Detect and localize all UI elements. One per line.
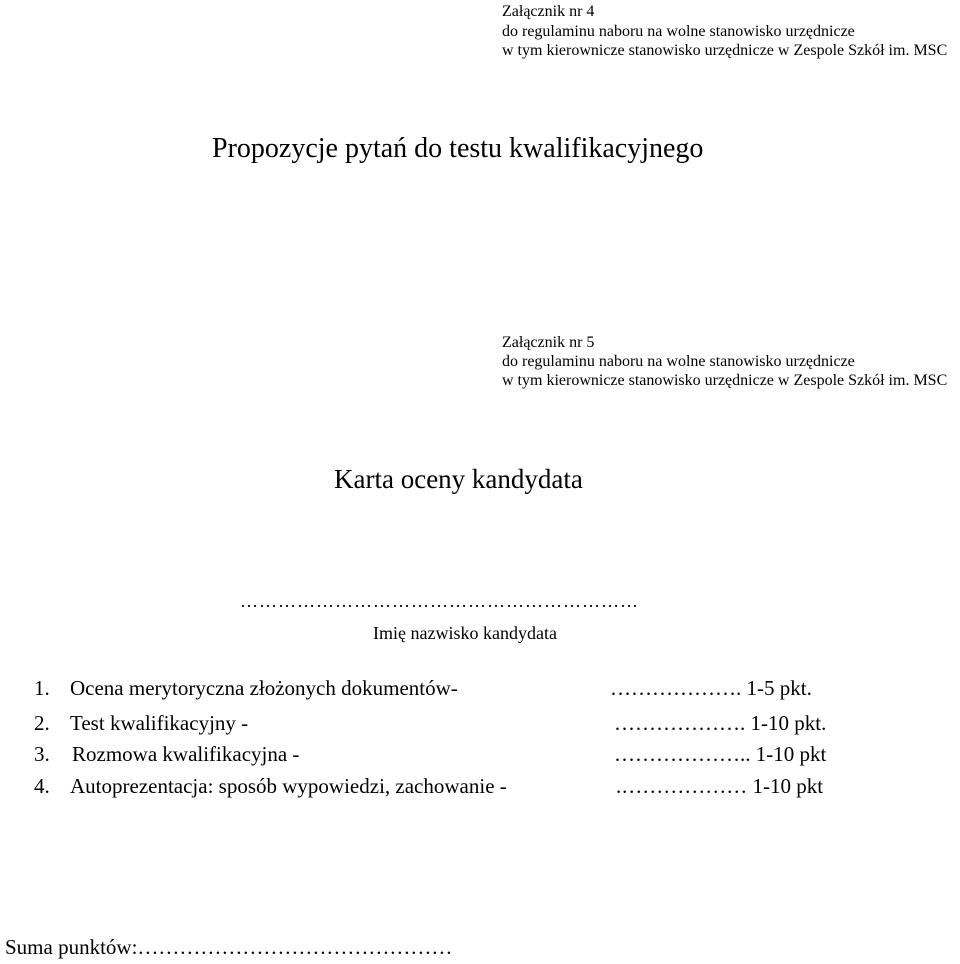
attachment5-line3: w tym kierownicze stanowisko urzędnicze w Zespole Szkół im. MSC xyxy=(502,372,948,389)
criterion-score: ………………. 1-10 pkt. xyxy=(614,711,827,735)
criterion-row-4 xyxy=(34,774,934,804)
questions-title: Propozycje pytań do testu kwalifikacyjnego xyxy=(212,133,704,164)
total-points: Suma punktów:……………………………………… xyxy=(5,935,453,959)
criterion-text: Ocena merytoryczna złożonych dokumentów- xyxy=(70,676,458,700)
criterion-score: .……………… 1-10 pkt xyxy=(616,774,824,798)
attachment4-line2: do regulaminu naboru na wolne stanowisko urzędnicze xyxy=(502,23,855,40)
card-title: Karta oceny kandydata xyxy=(334,464,583,494)
attachment4-line3: w tym kierownicze stanowisko urzędnicze w Zespole Szkół im. MSC xyxy=(502,42,948,59)
criterion-number: 4. xyxy=(34,774,50,798)
criterion-text: Rozmowa kwalifikacyjna - xyxy=(72,742,300,766)
attachment5-line1: Załącznik nr 5 xyxy=(502,334,595,351)
criterion-score: ……………….. 1-10 pkt xyxy=(614,742,827,766)
criterion-number: 1. xyxy=(34,676,50,700)
candidate-name-label: Imię nazwisko kandydata xyxy=(373,623,557,643)
criterion-number: 3. xyxy=(34,742,50,766)
attachment5-line2: do regulaminu naboru na wolne stanowisko urzędnicze xyxy=(502,353,855,370)
criterion-row-2 xyxy=(34,711,934,741)
criterion-text: Autoprezentacja: sposób wypowiedzi, zachowanie - xyxy=(70,774,507,798)
attachment4-line1: Załącznik nr 4 xyxy=(502,3,595,20)
criterion-score: ………………. 1-5 pkt. xyxy=(610,676,812,700)
criterion-row-3 xyxy=(34,742,934,772)
criterion-text: Test kwalifikacyjny - xyxy=(70,711,249,735)
criterion-row-1 xyxy=(34,676,934,706)
candidate-name-dots: ……………………………………………………… xyxy=(240,591,639,611)
criterion-number: 2. xyxy=(34,711,50,735)
